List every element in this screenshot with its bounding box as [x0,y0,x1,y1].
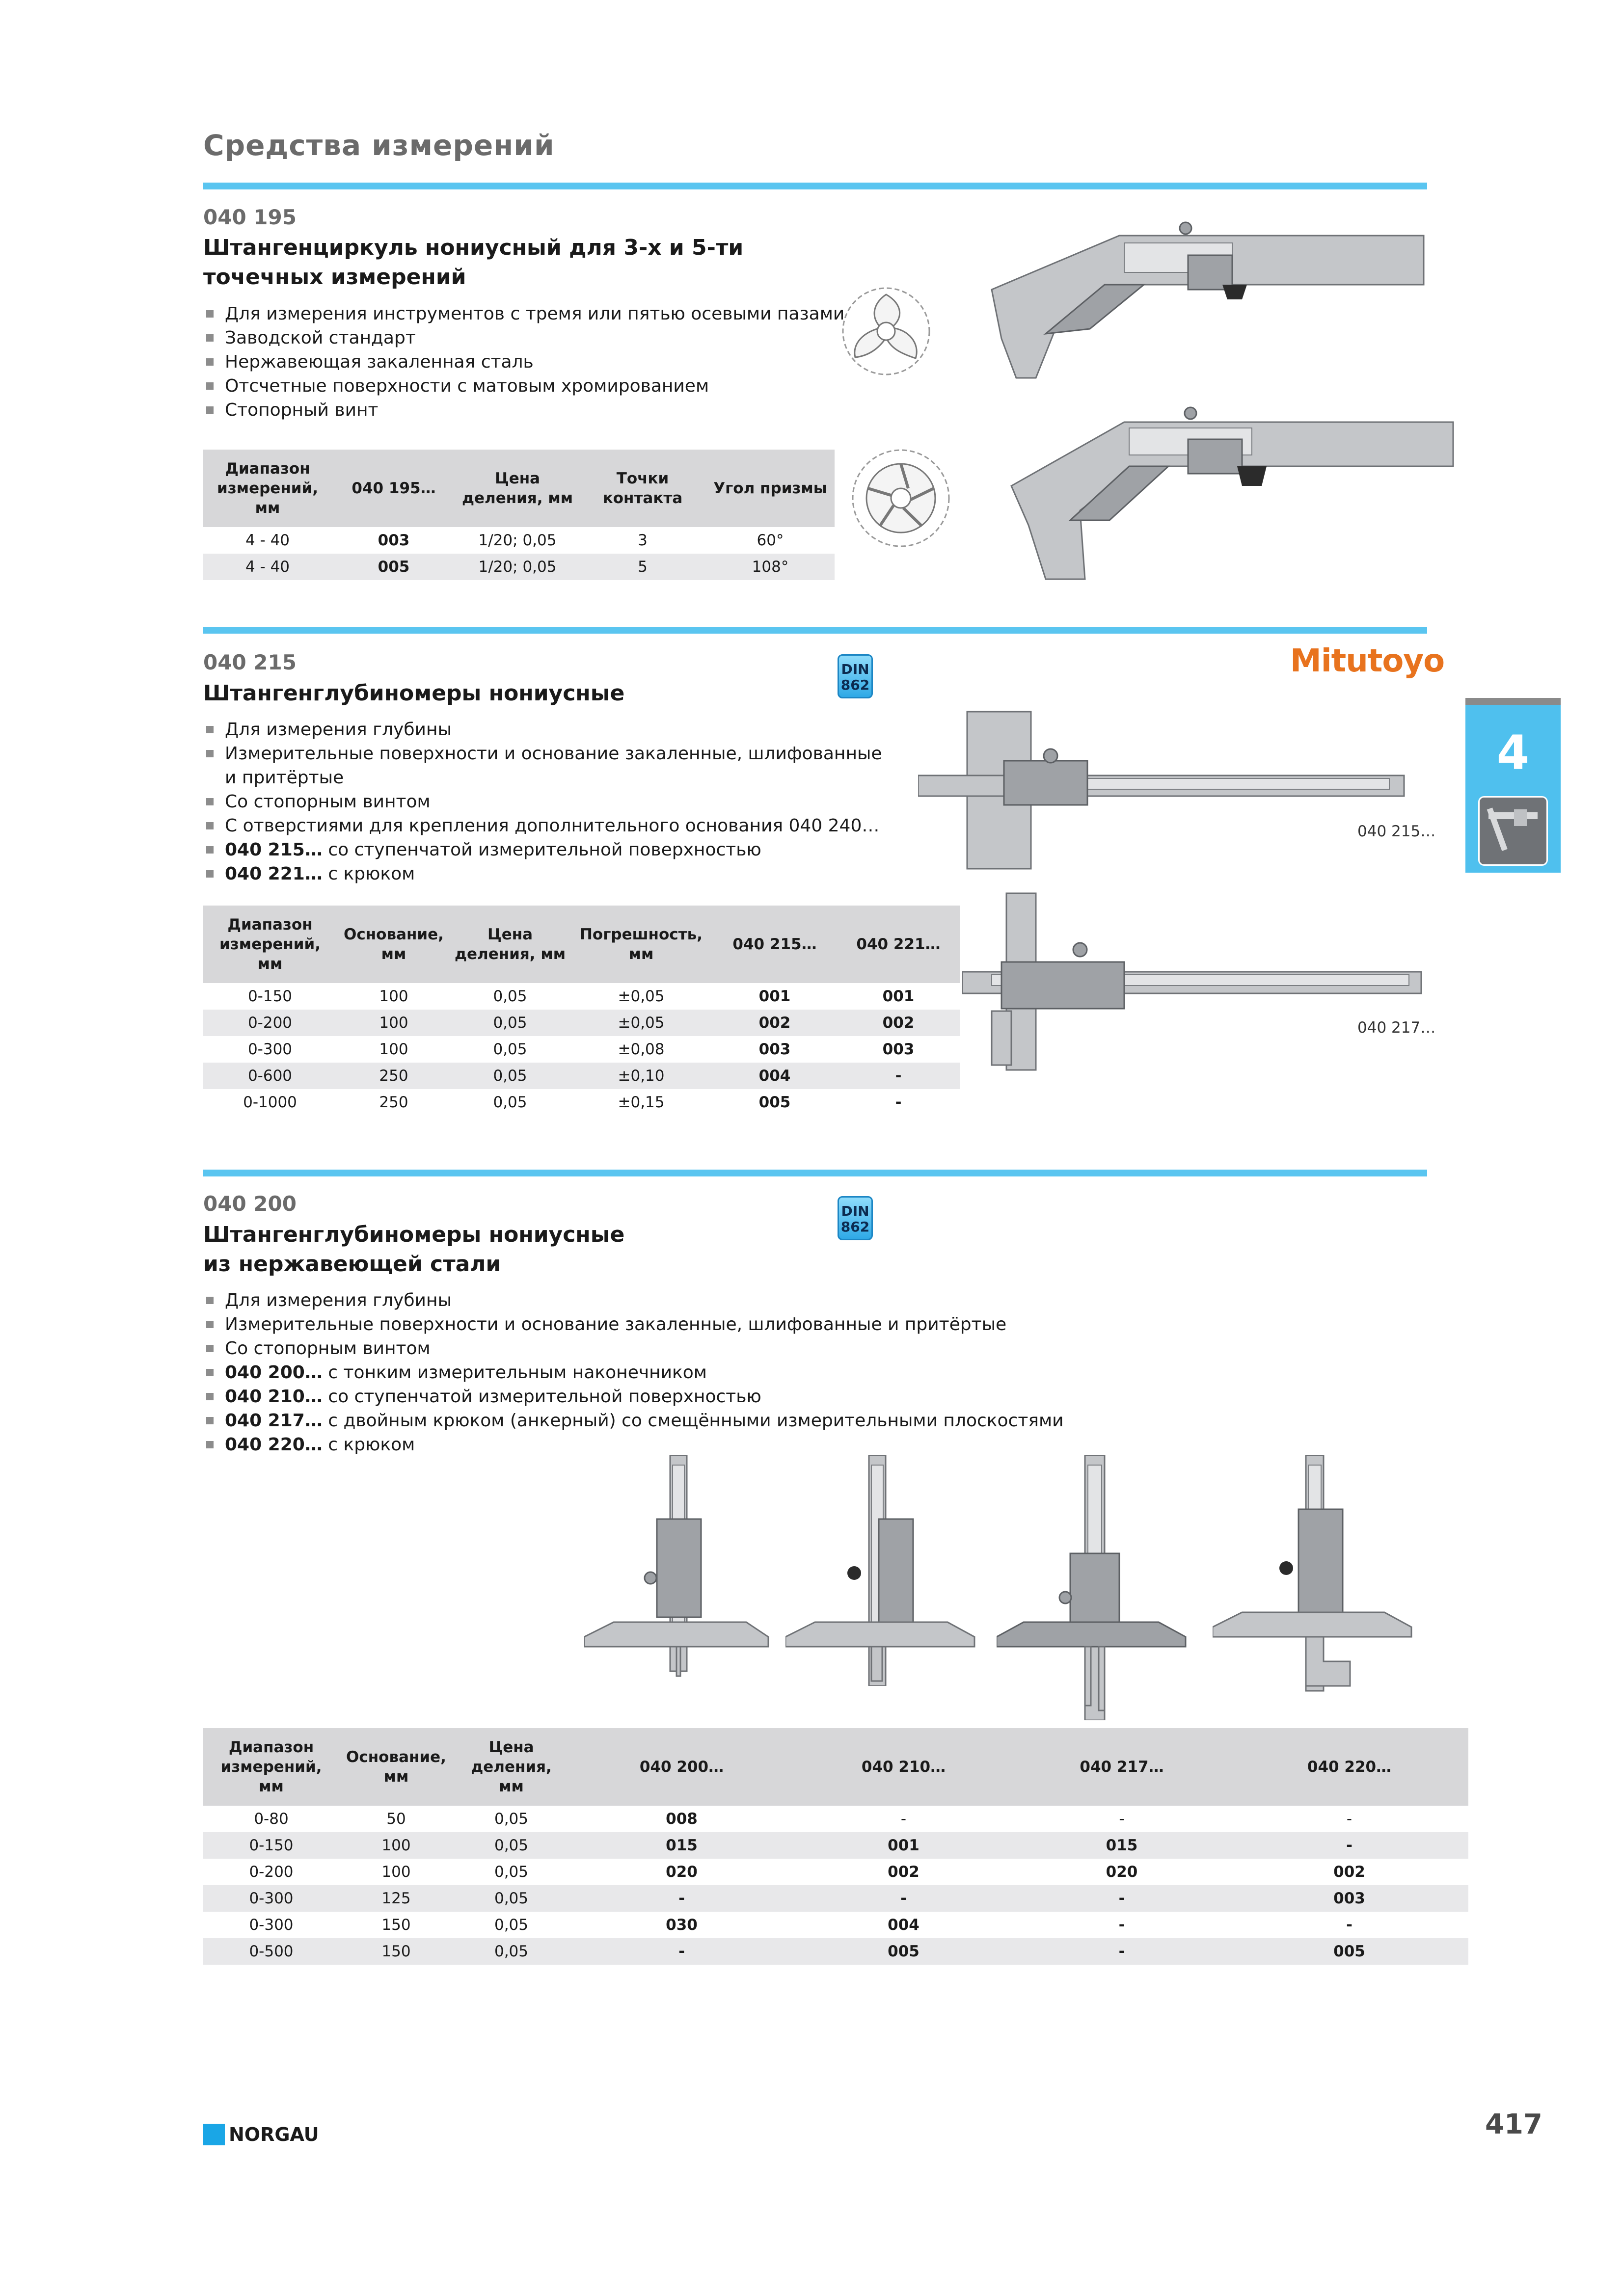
table-cell: 108° [706,554,835,580]
table-header: Основание, мм [339,1728,453,1806]
table-row [203,1010,960,1036]
table-row [203,1063,960,1089]
feature-list [203,718,882,886]
table-cell: ±0,05 [618,988,665,1005]
vernier-caliper-5-point-image [1001,402,1458,589]
table-cell: 5 [579,554,706,580]
table-cell: 002 [837,1010,960,1036]
depth-gauge-040217-image [997,1455,1188,1720]
din-badge-number: 862 [840,1219,870,1235]
table-row [203,1938,1468,1965]
table-cell: 3 [638,532,648,549]
feature-item: 040 200… с тонким измерительным наконечником [203,1361,1064,1385]
din-badge-label: DIN [841,661,869,677]
table-cell: 0-200 [249,1863,294,1881]
table-cell: 50 [386,1810,406,1828]
table-cell: - [900,1810,907,1828]
feature-item: Нержавеющая закаленная сталь [203,350,844,374]
table-cell: 4 - 40 [203,554,332,580]
table-cell: 001 [882,988,915,1005]
table-cell: 005 [794,1938,1013,1965]
feature-item: С отверстиями для крепления дополнительного основания 040 240… [203,814,882,838]
table-row [203,1885,1468,1912]
table-cell: 0-200 [203,1010,337,1036]
chapter-tab [1465,698,1561,873]
table-cell: 250 [337,1063,451,1089]
table-row [203,554,835,580]
table-cell: 0,05 [494,1863,529,1881]
feature-item: 040 217… с двойным крюком (анкерный) со смещёнными измерительными плоскостями [203,1409,1064,1433]
caliper-icon [1478,796,1548,866]
table-cell: 150 [339,1938,453,1965]
table-cell: 100 [337,1010,451,1036]
chapter-number: 4 [1496,725,1530,780]
product-title [203,1220,624,1279]
din-badge-number: 862 [840,677,870,693]
product-title-line: Штангенциркуль нониусный для 3-х и 5-ти [203,235,744,260]
product-title-line: из нержавеющей стали [203,1252,501,1277]
spec-table [203,450,835,580]
table-header: Основание, мм [337,906,451,983]
product-code: 040 200 [203,1192,297,1216]
spec-table [203,906,960,1116]
product-title: Штангенглубиномеры нониусные [203,681,625,706]
feature-item: Для измерения глубины [203,718,882,742]
table-cell: 001 [758,988,791,1005]
three-flute-cutter-sketch [830,275,943,388]
table-cell: 020 [666,1863,698,1881]
table-header: 040 217… [1013,1728,1230,1806]
table-cell: 004 [888,1916,920,1934]
norgau-logo-text: NORGAU [229,2124,319,2145]
feature-item: Для измерения инструментов с тремя или пятью осевыми пазами [203,302,844,326]
table-row [203,527,835,554]
table-header: Диапазон измерений, мм [203,450,332,527]
table-cell: 100 [379,1041,408,1058]
norgau-logo-mark [203,2124,225,2145]
section-divider [203,1170,1427,1176]
table-cell: 005 [332,554,456,580]
table-cell: - [1230,1832,1468,1859]
depth-gauge-040200-image [584,1455,771,1686]
table-header: Диапазон измерений, мм [203,906,337,983]
table-cell: 005 [1230,1938,1468,1965]
image-caption: 040 217… [1357,1019,1436,1037]
feature-list [203,302,844,422]
table-cell: 003 [882,1041,915,1058]
table-cell: 0-300 [203,1885,339,1912]
section-divider [203,627,1427,634]
feature-item-continuation: и притёртые [225,768,344,788]
page-title: Средства измерений [203,129,555,162]
product-title [203,233,743,292]
feature-item: Для измерения глубины [203,1288,1064,1312]
feature-item: 040 210… со ступенчатой измерительной поверхностью [203,1385,1064,1409]
table-cell: 0-300 [247,1041,293,1058]
image-caption: 040 215… [1357,823,1436,840]
table-cell: 0,05 [453,1885,569,1912]
table-cell: 0,05 [451,1010,569,1036]
page-number: 417 [1485,2109,1542,2140]
table-cell: - [569,1885,794,1912]
table-cell: 004 [713,1063,837,1089]
table-cell: 0,05 [494,1810,529,1828]
product-title-line: Штангенглубиномеры нониусные [203,1222,625,1247]
table-cell: 4 - 40 [245,532,290,549]
feature-list [203,1288,1064,1457]
table-cell: 030 [666,1916,698,1934]
table-row [203,1089,960,1116]
depth-gauge-040210-image [785,1455,977,1686]
table-header-row [203,906,960,983]
table-cell: - [1118,1916,1125,1934]
section-divider [203,183,1427,189]
table-cell: - [569,1938,794,1965]
table-cell: 003 [758,1041,791,1058]
feature-item: Заводской стандарт [203,326,844,350]
table-cell: - [1013,1885,1230,1912]
table-cell: 100 [339,1832,453,1859]
product-title-line: точечных измерений [203,265,466,290]
table-cell: 020 [1106,1863,1138,1881]
five-flute-cutter-sketch [844,442,957,555]
table-cell: ±0,08 [618,1041,665,1058]
feature-item: 040 221… с крюком [203,862,882,886]
table-cell: 0,05 [453,1938,569,1965]
din-badge-label: DIN [841,1203,869,1219]
table-header: 040 195… [332,450,456,527]
table-header: 040 221… [837,906,960,983]
table-cell: 002 [888,1863,920,1881]
table-cell: - [1013,1938,1230,1965]
depth-gauge-040217-image [962,888,1424,1075]
table-cell: 0-500 [203,1938,339,1965]
table-row [203,983,960,1010]
table-cell: 008 [666,1810,698,1828]
table-header: Угол призмы [706,450,835,527]
table-row [203,1036,960,1063]
table-cell: 1/20; 0,05 [456,554,579,580]
table-header: 040 200… [569,1728,794,1806]
table-cell: 150 [381,1916,411,1934]
table-cell: 015 [1013,1832,1230,1859]
table-cell: - [1346,1810,1352,1828]
product-code: 040 195 [203,205,297,229]
table-cell: 002 [713,1010,837,1036]
table-cell: 1/20; 0,05 [478,532,557,549]
table-cell: 0-1000 [243,1094,297,1111]
table-row [203,1859,1468,1885]
table-header: Цена деления, мм [451,906,569,983]
table-header: Точки контакта [579,450,706,527]
table-header: 040 220… [1230,1728,1468,1806]
table-cell: 0-300 [249,1916,294,1934]
table-cell: 0-600 [203,1063,337,1089]
table-cell: 0,05 [493,1041,527,1058]
table-cell: 015 [569,1832,794,1859]
spec-table [203,1728,1468,1965]
table-header: Цена деления, мм [453,1728,569,1806]
table-header: Диапазон измерений, мм [203,1728,339,1806]
feature-item: Со стопорным винтом [203,1336,1064,1361]
table-row [203,1832,1468,1859]
table-cell: 100 [381,1863,411,1881]
table-cell: 250 [379,1094,408,1111]
din-badge [838,654,873,698]
table-cell: - [1119,1810,1125,1828]
table-cell: 0,05 [494,1916,529,1934]
table-cell: ±0,10 [569,1063,713,1089]
table-header: Погрешность, мм [569,906,713,983]
table-header: Цена деления, мм [456,450,579,527]
mitutoyo-logo: Mitutoyo [1290,643,1445,679]
table-cell: - [837,1063,960,1089]
table-cell: - [794,1885,1013,1912]
table-cell: 001 [794,1832,1013,1859]
table-cell: 0-150 [203,1832,339,1859]
table-cell: 125 [339,1885,453,1912]
feature-item: Измерительные поверхности и основание закаленные, шлифованные и притёртые [203,1312,1064,1336]
table-header: 040 210… [794,1728,1013,1806]
feature-item: Измерительные поверхности и основание закаленные, шлифованные [203,742,882,766]
table-cell: - [895,1094,902,1111]
table-cell: 0,05 [453,1832,569,1859]
table-cell: 003 [1230,1885,1468,1912]
table-cell: 003 [378,532,410,549]
feature-item: 040 215… со ступенчатой измерительной поверхностью [203,838,882,862]
din-badge [838,1196,873,1240]
table-cell: 100 [379,988,408,1005]
table-cell: 0,05 [451,1063,569,1089]
feature-item: Отсчетные поверхности с матовым хромированием [203,374,844,398]
table-header-row [203,1728,1468,1806]
feature-item: Со стопорным винтом [203,790,882,814]
table-cell: 60° [757,532,784,549]
table-header-row [203,450,835,527]
table-cell: 005 [758,1094,791,1111]
table-cell: 002 [1333,1863,1365,1881]
feature-item: Стопорный винт [203,398,844,422]
table-row [203,1912,1468,1938]
feature-item: 040 220… с крюком [203,1433,1064,1457]
table-cell: 0,05 [493,1094,527,1111]
depth-gauge-040220-image [1213,1455,1414,1701]
vernier-caliper-3-point-image [982,216,1434,398]
table-cell: 0-150 [247,988,293,1005]
table-cell: - [1346,1916,1352,1934]
product-code: 040 215 [203,650,297,674]
table-cell: ±0,15 [618,1094,665,1111]
table-cell: 0-80 [254,1810,289,1828]
table-header: 040 215… [713,906,837,983]
norgau-logo [203,2124,319,2145]
table-row [203,1806,1468,1832]
depth-gauge-040215-image [918,707,1409,874]
table-cell: ±0,05 [569,1010,713,1036]
table-cell: 0,05 [493,988,527,1005]
